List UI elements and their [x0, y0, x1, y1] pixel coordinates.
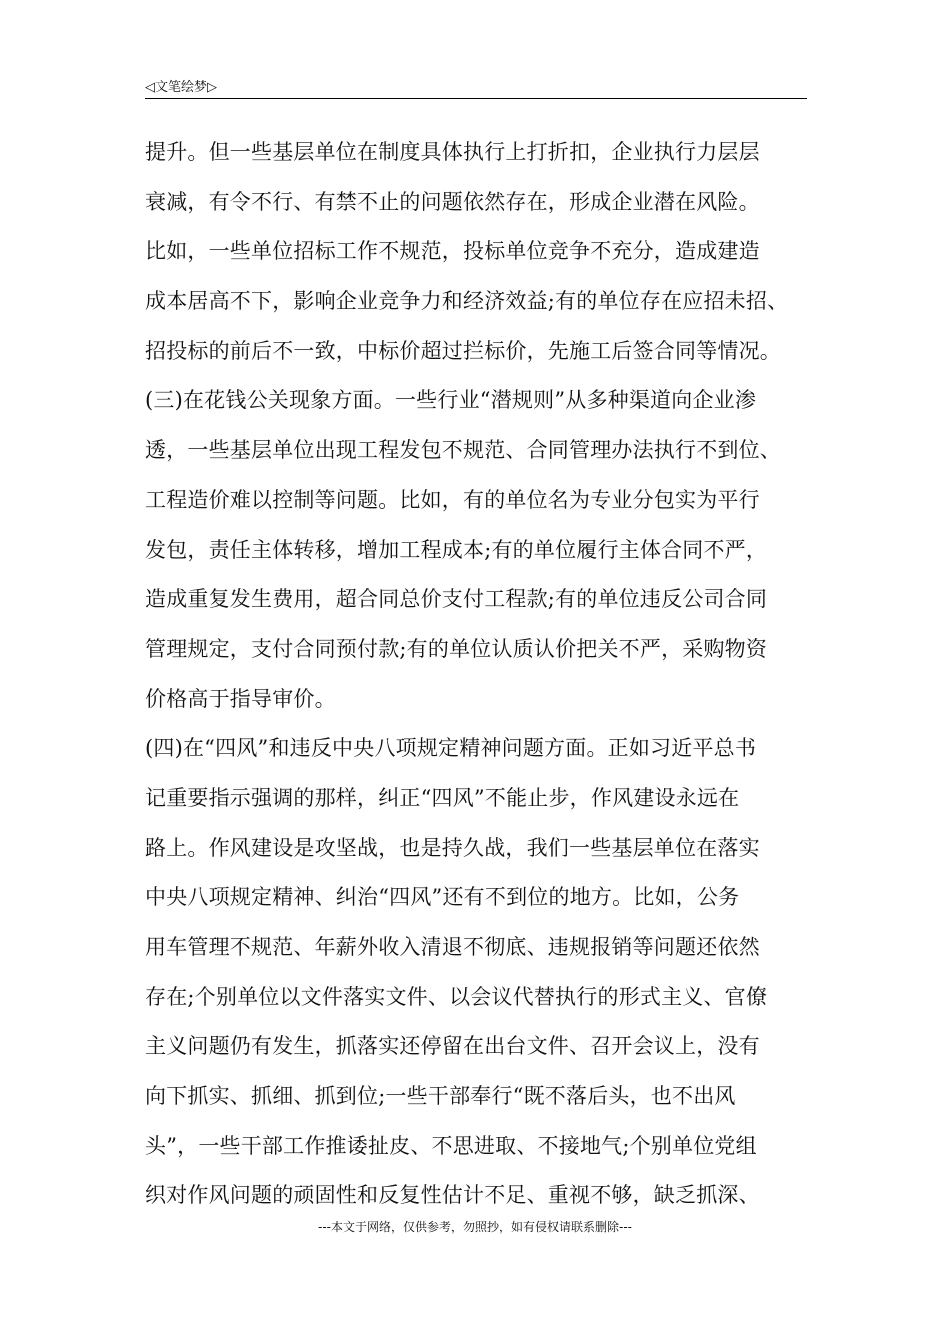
body-line: 造成重复发生费用，超合同总价支付工程款;有的单位违反公司合同 [145, 587, 768, 612]
body-line: 存在;个别单位以文件落实文件、以会议代替执行的形式主义、官僚 [145, 984, 768, 1009]
body-line: 用车管理不规范、年薪外收入清退不彻底、违规报销等问题还依然 [145, 935, 760, 959]
body-line: 向下抓实、抓细、抓到位;一些干部奉行“既不落后头，也不出风 [145, 1084, 736, 1109]
document-body [145, 128, 825, 1221]
body-line: 招投标的前后不一致，中标价超过拦标价，先施工后签合同等情况。 [145, 338, 781, 363]
body-line: (三)在花钱公关现象方面。一些行业“潜规则”从多种渠道向企业渗 [145, 388, 757, 413]
body-line: 记重要指示强调的那样，纠正“四风”不能止步，作风建设永远在 [145, 785, 740, 810]
body-line: 头”，一些干部工作推诿扯皮、不思进取、不接地气;个别单位党组 [145, 1133, 757, 1158]
page-header [145, 74, 807, 99]
body-line: 织对作风问题的顽固性和反复性估计不足、重视不够，缺乏抓深、 [145, 1183, 760, 1208]
body-line: 主义问题仍有发生，抓落实还停留在出台文件、召开会议上，没有 [145, 1034, 760, 1059]
body-line: 路上。作风建设是攻坚战，也是持久战，我们一些基层单位在落实 [145, 835, 760, 860]
body-line: 管理规定，支付合同预付款;有的单位认质认价把关不严，采购物资 [145, 636, 768, 661]
page-footer: ---本文于网络，仅供参考，勿照抄，如有侵权请联系删除--- [318, 1220, 632, 1234]
header-title: ◁文笔绘梦▷ [145, 80, 217, 95]
body-line: 衰减，有令不行、有禁不止的问题依然存在，形成企业潜在风险。 [145, 189, 760, 214]
body-line: 发包，责任主体转移，增加工程成本;有的单位履行主体合同不严， [145, 537, 768, 562]
body-line: 透，一些基层单位出现工程发包不规范、合同管理办法执行不到位、 [145, 438, 781, 463]
body-line: 提升。但一些基层单位在制度具体执行上打折扣，企业执行力层层 [145, 140, 760, 164]
body-line: 比如，一些单位招标工作不规范，投标单位竞争不充分，造成建造 [145, 239, 760, 264]
body-line: 成本居高不下，影响企业竞争力和经济效益;有的单位存在应招未招、 [145, 289, 789, 314]
body-line: 价格高于指导审价。 [145, 686, 336, 711]
body-line: 中央八项规定精神、纠治“四风”还有不到位的地方。比如，公务 [145, 885, 740, 910]
body-line: (四)在“四风”和违反中央八项规定精神问题方面。正如习近平总书 [145, 736, 757, 761]
body-line: 工程造价难以控制等问题。比如，有的单位名为专业分包实为平行 [145, 487, 760, 512]
